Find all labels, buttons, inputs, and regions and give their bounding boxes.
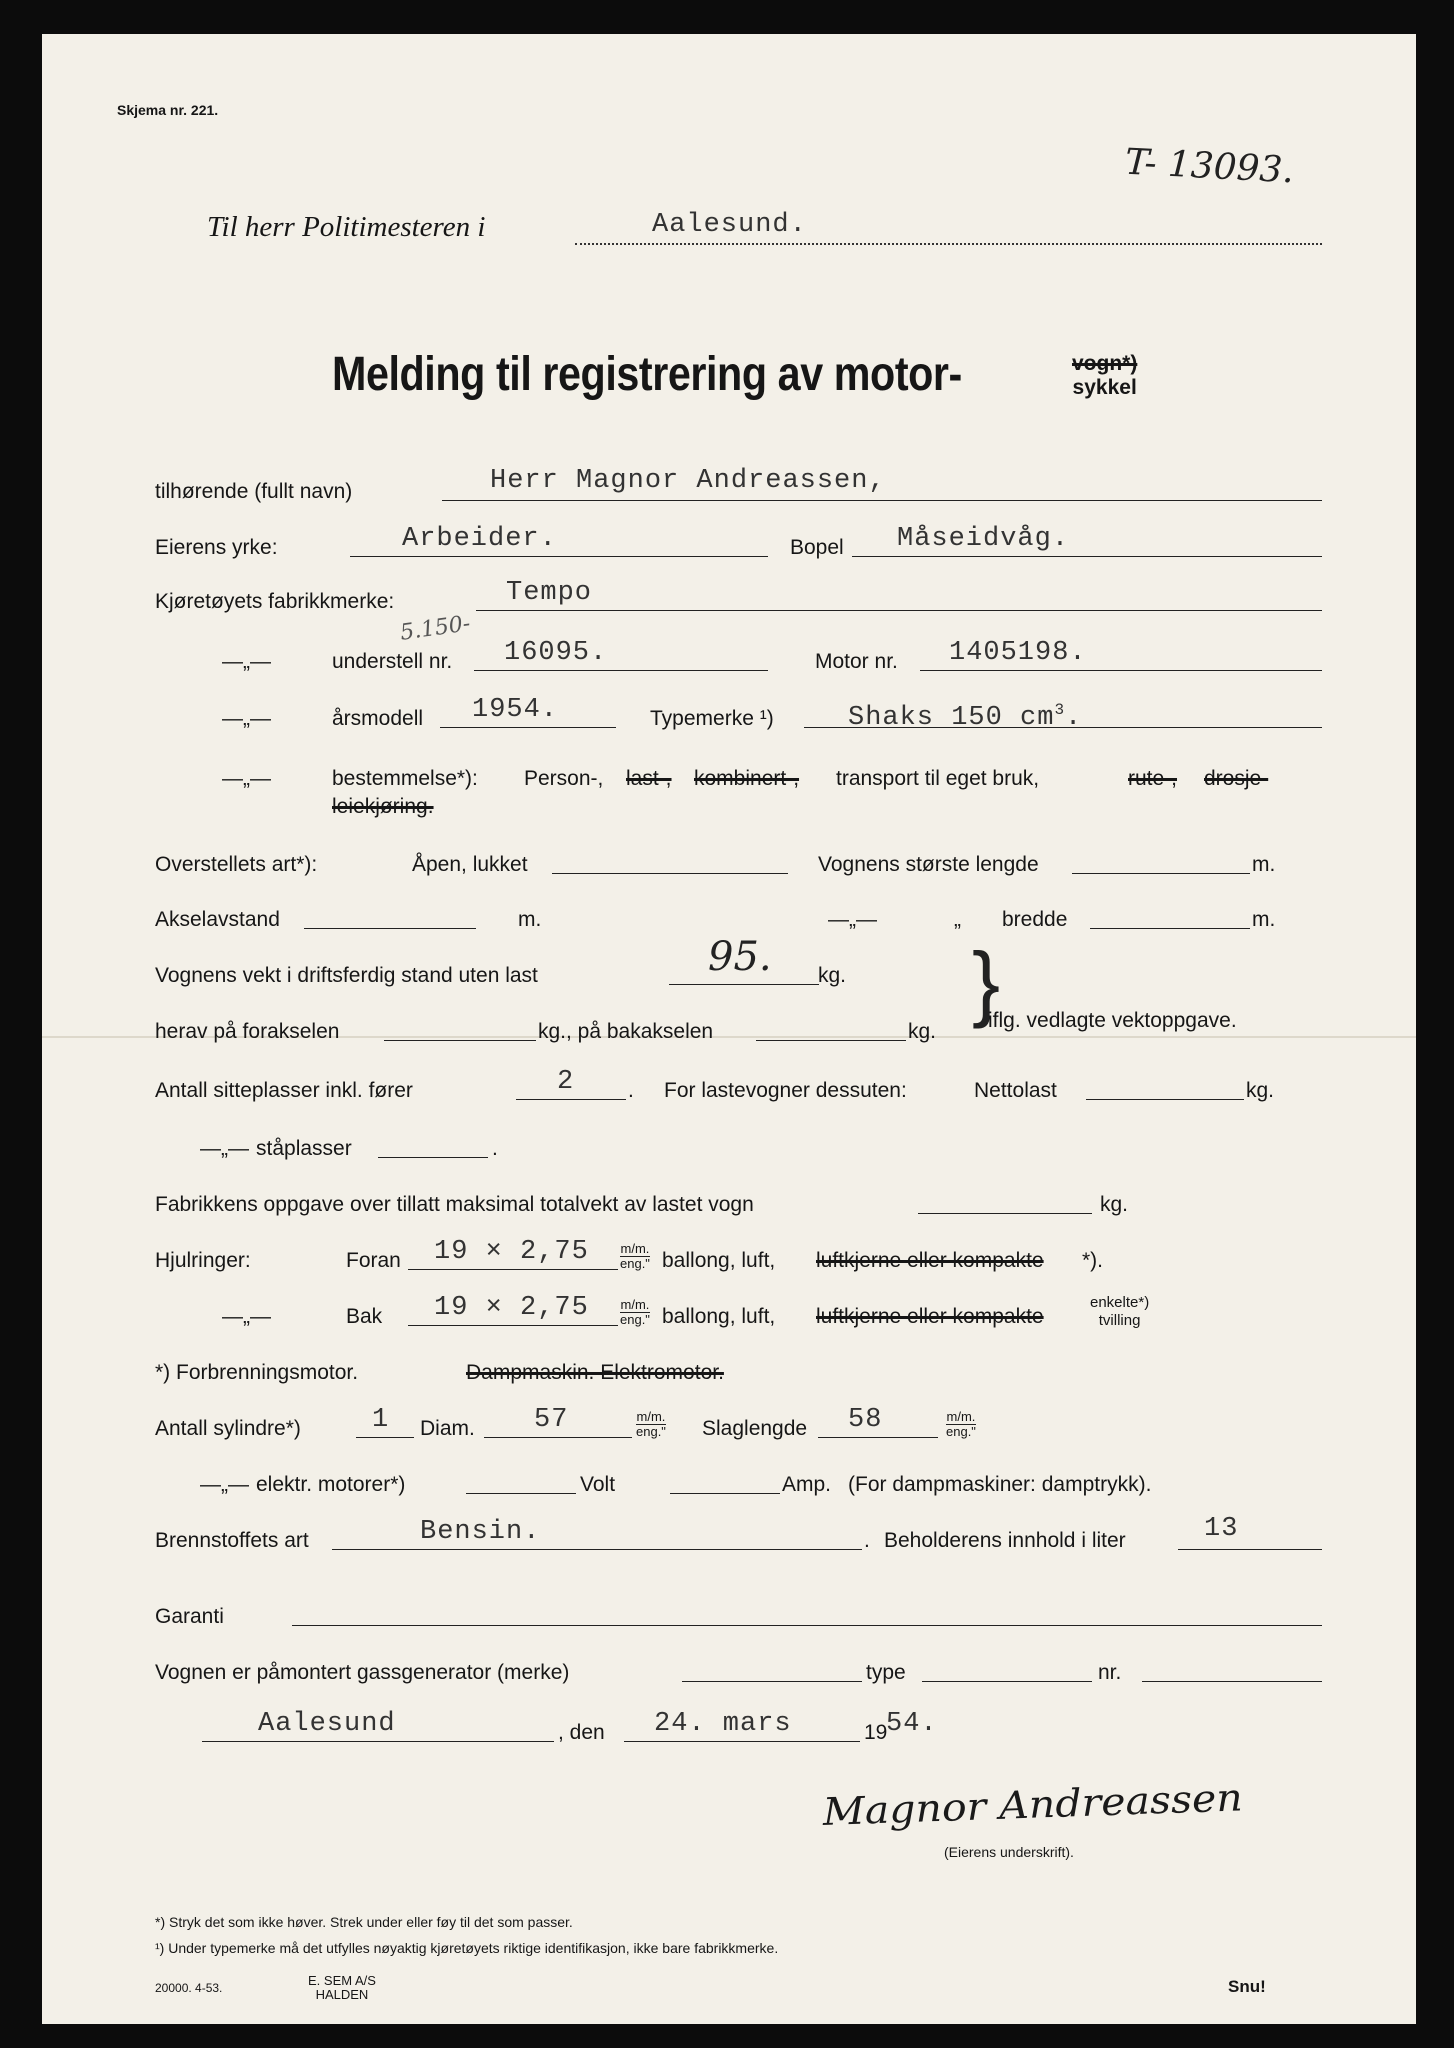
diam[interactable]: 57 [534, 1405, 569, 1435]
type-value[interactable]: Shaks 150 $cm^3$. [848, 701, 1083, 733]
form-sheet [42, 34, 1416, 2024]
tyres-front-line [408, 1269, 618, 1270]
occupation-label: Eierens yrke: [155, 536, 278, 559]
standing-label: ståplasser [256, 1137, 352, 1160]
rear-axle-unit: kg. [908, 1020, 937, 1043]
purpose-kombinert: kombinert-, [694, 767, 800, 790]
stroke-line [818, 1437, 938, 1438]
wheelbase-line [304, 928, 476, 929]
seats-value[interactable]: 2 [557, 1067, 575, 1097]
gas-nr-label: nr. [1098, 1661, 1122, 1684]
footnote-2: ¹) Under typemerke må det utfylles nøyaktig kjøretøyets riktige identifikasjon, ikke bare fabrikkmerke. [155, 1940, 779, 1956]
tank[interactable]: 13 [1204, 1514, 1239, 1544]
title-option-vogn: vogn*) [1072, 352, 1138, 375]
length-label: Vognens største lengde [818, 853, 1039, 876]
guarantee-line [292, 1625, 1322, 1626]
tank-label: Beholderens innhold i liter [884, 1529, 1126, 1552]
motor-number[interactable]: 1405198. [949, 638, 1087, 668]
type-label: Typemerke ¹) [650, 707, 774, 730]
residence[interactable]: Måseidvåg. [897, 524, 1070, 554]
gas-label: Vognen er påmontert gassgenerator (merke) [155, 1661, 570, 1684]
tyres-rear-struck: luftkjerne eller kompakte [816, 1305, 1044, 1328]
make[interactable]: Tempo [506, 578, 593, 608]
volt-label: Volt [580, 1473, 616, 1496]
weight-line [669, 984, 819, 985]
length-unit: m. [1252, 853, 1276, 876]
purpose-transport: transport til eget bruk, [836, 767, 1040, 790]
residence-label: Bopel [790, 536, 844, 559]
elec-label: elektr. motorer*) [256, 1473, 406, 1496]
cylinders-label: Antall sylindre*) [155, 1417, 301, 1440]
motor-label: Motor nr. [815, 650, 898, 673]
ditto-mark: —„— [222, 707, 271, 730]
amp-label: Amp. [782, 1473, 832, 1496]
tyres-rear-line [408, 1325, 618, 1326]
date-place[interactable]: Aalesund [258, 1709, 396, 1739]
length-line [1072, 873, 1250, 874]
volt-line [466, 1493, 576, 1494]
recipient-label: Til herr Politimesteren i [207, 211, 486, 243]
purpose-rute: rute-, [1128, 767, 1178, 790]
lorry-label: For lastevogner dessuten: [664, 1079, 907, 1102]
gas-nr-line [1142, 1681, 1322, 1682]
rear-axle-label: kg., på bakakselen [538, 1020, 714, 1043]
purpose-label: bestemmelse*): [332, 767, 478, 790]
signature[interactable]: Magnor Andreassen [822, 1775, 1244, 1834]
place-line [202, 1741, 554, 1742]
tyres-rear-label: Bak [346, 1305, 383, 1328]
tyres-front-unit: m/m. eng." [620, 1241, 650, 1271]
chassis-line [474, 670, 768, 671]
width-label: bredde [1002, 908, 1068, 931]
make-line [476, 610, 1322, 611]
max-weight-unit: kg. [1100, 1193, 1129, 1216]
title-option-sykkel: sykkel [1072, 376, 1137, 399]
purpose-leie: leiekjøring. [332, 795, 434, 818]
seats-label: Antall sitteplasser inkl. fører [155, 1079, 413, 1102]
purpose-drosje: drosje- [1204, 767, 1269, 790]
form-number: Skjema nr. 221. [117, 102, 219, 118]
wheelbase-label: Akselavstand [155, 908, 280, 931]
gas-type-line [922, 1681, 1092, 1682]
signature-label: (Eierens underskrift). [944, 1844, 1074, 1860]
owner-name[interactable]: Herr Magnor Andreassen, [490, 466, 886, 496]
wheelbase-unit: m. [518, 908, 542, 931]
chassis-label: understell nr. [332, 650, 453, 673]
tyres-front-types: ballong, luft, [662, 1249, 776, 1272]
width-ditto: „ [954, 908, 961, 931]
occupation[interactable]: Arbeider. [402, 524, 557, 554]
body-value: Åpen, lukket [412, 853, 528, 876]
fuel-label: Brennstoffets art [155, 1529, 309, 1552]
chassis-number[interactable]: 16095. [504, 638, 608, 668]
owner-name-label: tilhørende (fullt navn) [155, 480, 353, 503]
title-options [1072, 352, 1137, 400]
occupation-line [350, 556, 768, 557]
tyres-front-struck: luftkjerne eller kompakte [816, 1249, 1044, 1272]
printer-name: E. SEM A/S HALDEN [308, 1973, 376, 2002]
brace: } [972, 935, 1001, 1029]
diam-line [484, 1437, 632, 1438]
seats-dot: . [628, 1079, 634, 1102]
diam-unit: m/m. eng." [636, 1409, 666, 1439]
page-title: Melding til registrering av motor- [332, 348, 962, 401]
stroke-label: Slaglengde [702, 1417, 808, 1440]
ditto-mark: —„— [222, 767, 271, 790]
recipient-line [575, 243, 1322, 245]
guarantee-label: Garanti [155, 1605, 224, 1628]
gas-type-label: type [866, 1661, 906, 1684]
weight-unit: kg. [818, 964, 847, 987]
body-label: Overstellets art*): [155, 853, 318, 876]
motor-line [920, 670, 1322, 671]
year-label: årsmodell [332, 707, 424, 730]
net-label: Nettolast [974, 1079, 1057, 1102]
engine-label: *) Forbrenningsmotor. [155, 1361, 359, 1384]
diam-label: Diam. [420, 1417, 475, 1440]
steam-note: (For dampmaskiner: damptrykk). [848, 1473, 1152, 1496]
purpose-person: Person-, [524, 767, 604, 790]
ditto-mark: —„— [222, 1305, 271, 1328]
rear-axle-line [756, 1040, 906, 1041]
ditto-mark: —„— [200, 1137, 249, 1160]
day-line [624, 1741, 860, 1742]
turn-over: Snu! [1228, 1977, 1266, 1996]
printer-run: 20000. 4-53. [155, 1981, 223, 1995]
fuel-line [332, 1549, 862, 1550]
net-line [1086, 1099, 1244, 1100]
tyres-rear-unit: m/m. eng." [620, 1297, 650, 1327]
tyres-rear[interactable]: 19 × 2,75 [434, 1293, 589, 1323]
year-line [440, 727, 616, 728]
engine-struck: Dampmaskin. Elektromotor. [466, 1361, 724, 1384]
recipient-value[interactable]: Aalesund. [652, 210, 807, 240]
date-year-prefix: 19 [864, 1721, 888, 1744]
tyres-rear-types: ballong, luft, [662, 1305, 776, 1328]
year[interactable]: 1954. [472, 695, 559, 725]
tyres-rear-options: enkelte*) tvilling [1090, 1294, 1150, 1329]
max-weight-line [918, 1213, 1092, 1214]
stamp-number: T- 13093. [1124, 141, 1295, 192]
body-line [552, 873, 788, 874]
ditto-mark: —„— [222, 650, 271, 673]
tyres-front-end: *). [1082, 1249, 1103, 1272]
tyres-label: Hjulringer: [155, 1249, 251, 1272]
weight-label: Vognens vekt i driftsferdig stand uten last [155, 964, 538, 987]
standing-line [378, 1157, 488, 1158]
residence-line [852, 556, 1322, 557]
net-unit: kg. [1246, 1079, 1275, 1102]
front-axle-label: herav på forakselen [155, 1020, 340, 1043]
ditto-mark: —„— [828, 908, 877, 931]
date-den: , den [558, 1721, 605, 1744]
date-day[interactable]: 24. mars [654, 1709, 792, 1739]
footnote-1: *) Stryk det som ikke høver. Strek under eller føy til det som passer. [155, 1914, 573, 1930]
fuel[interactable]: Bensin. [420, 1517, 541, 1547]
ditto-mark: —„— [200, 1473, 249, 1496]
tank-line [1178, 1549, 1322, 1550]
tyres-front[interactable]: 19 × 2,75 [434, 1237, 589, 1267]
seats-line [516, 1099, 626, 1100]
max-weight-label: Fabrikkens oppgave over tillatt maksimal totalvekt av lastet vogn [155, 1193, 754, 1216]
cylinders[interactable]: 1 [372, 1405, 390, 1435]
weight-note: iflg. vedlagte vektoppgave. [988, 1009, 1237, 1032]
standing-dot: . [492, 1137, 498, 1160]
purpose-last: last-, [626, 767, 672, 790]
width-unit: m. [1252, 908, 1276, 931]
make-label: Kjøretøyets fabrikkmerke: [155, 590, 395, 613]
stroke-unit: m/m. eng." [946, 1409, 976, 1439]
date-year[interactable]: 54. [886, 1709, 938, 1739]
fuel-dot: . [864, 1529, 870, 1552]
width-line [1090, 928, 1250, 929]
weight-value[interactable]: 95. [708, 934, 772, 980]
amp-line [670, 1493, 780, 1494]
front-axle-line [384, 1040, 536, 1041]
tyres-front-label: Foran [346, 1249, 401, 1272]
owner-name-line [442, 500, 1322, 501]
chassis-note: 5.150- [398, 611, 472, 646]
gas-make-line [682, 1681, 862, 1682]
stroke[interactable]: 58 [848, 1405, 883, 1435]
cylinders-line [356, 1437, 414, 1438]
